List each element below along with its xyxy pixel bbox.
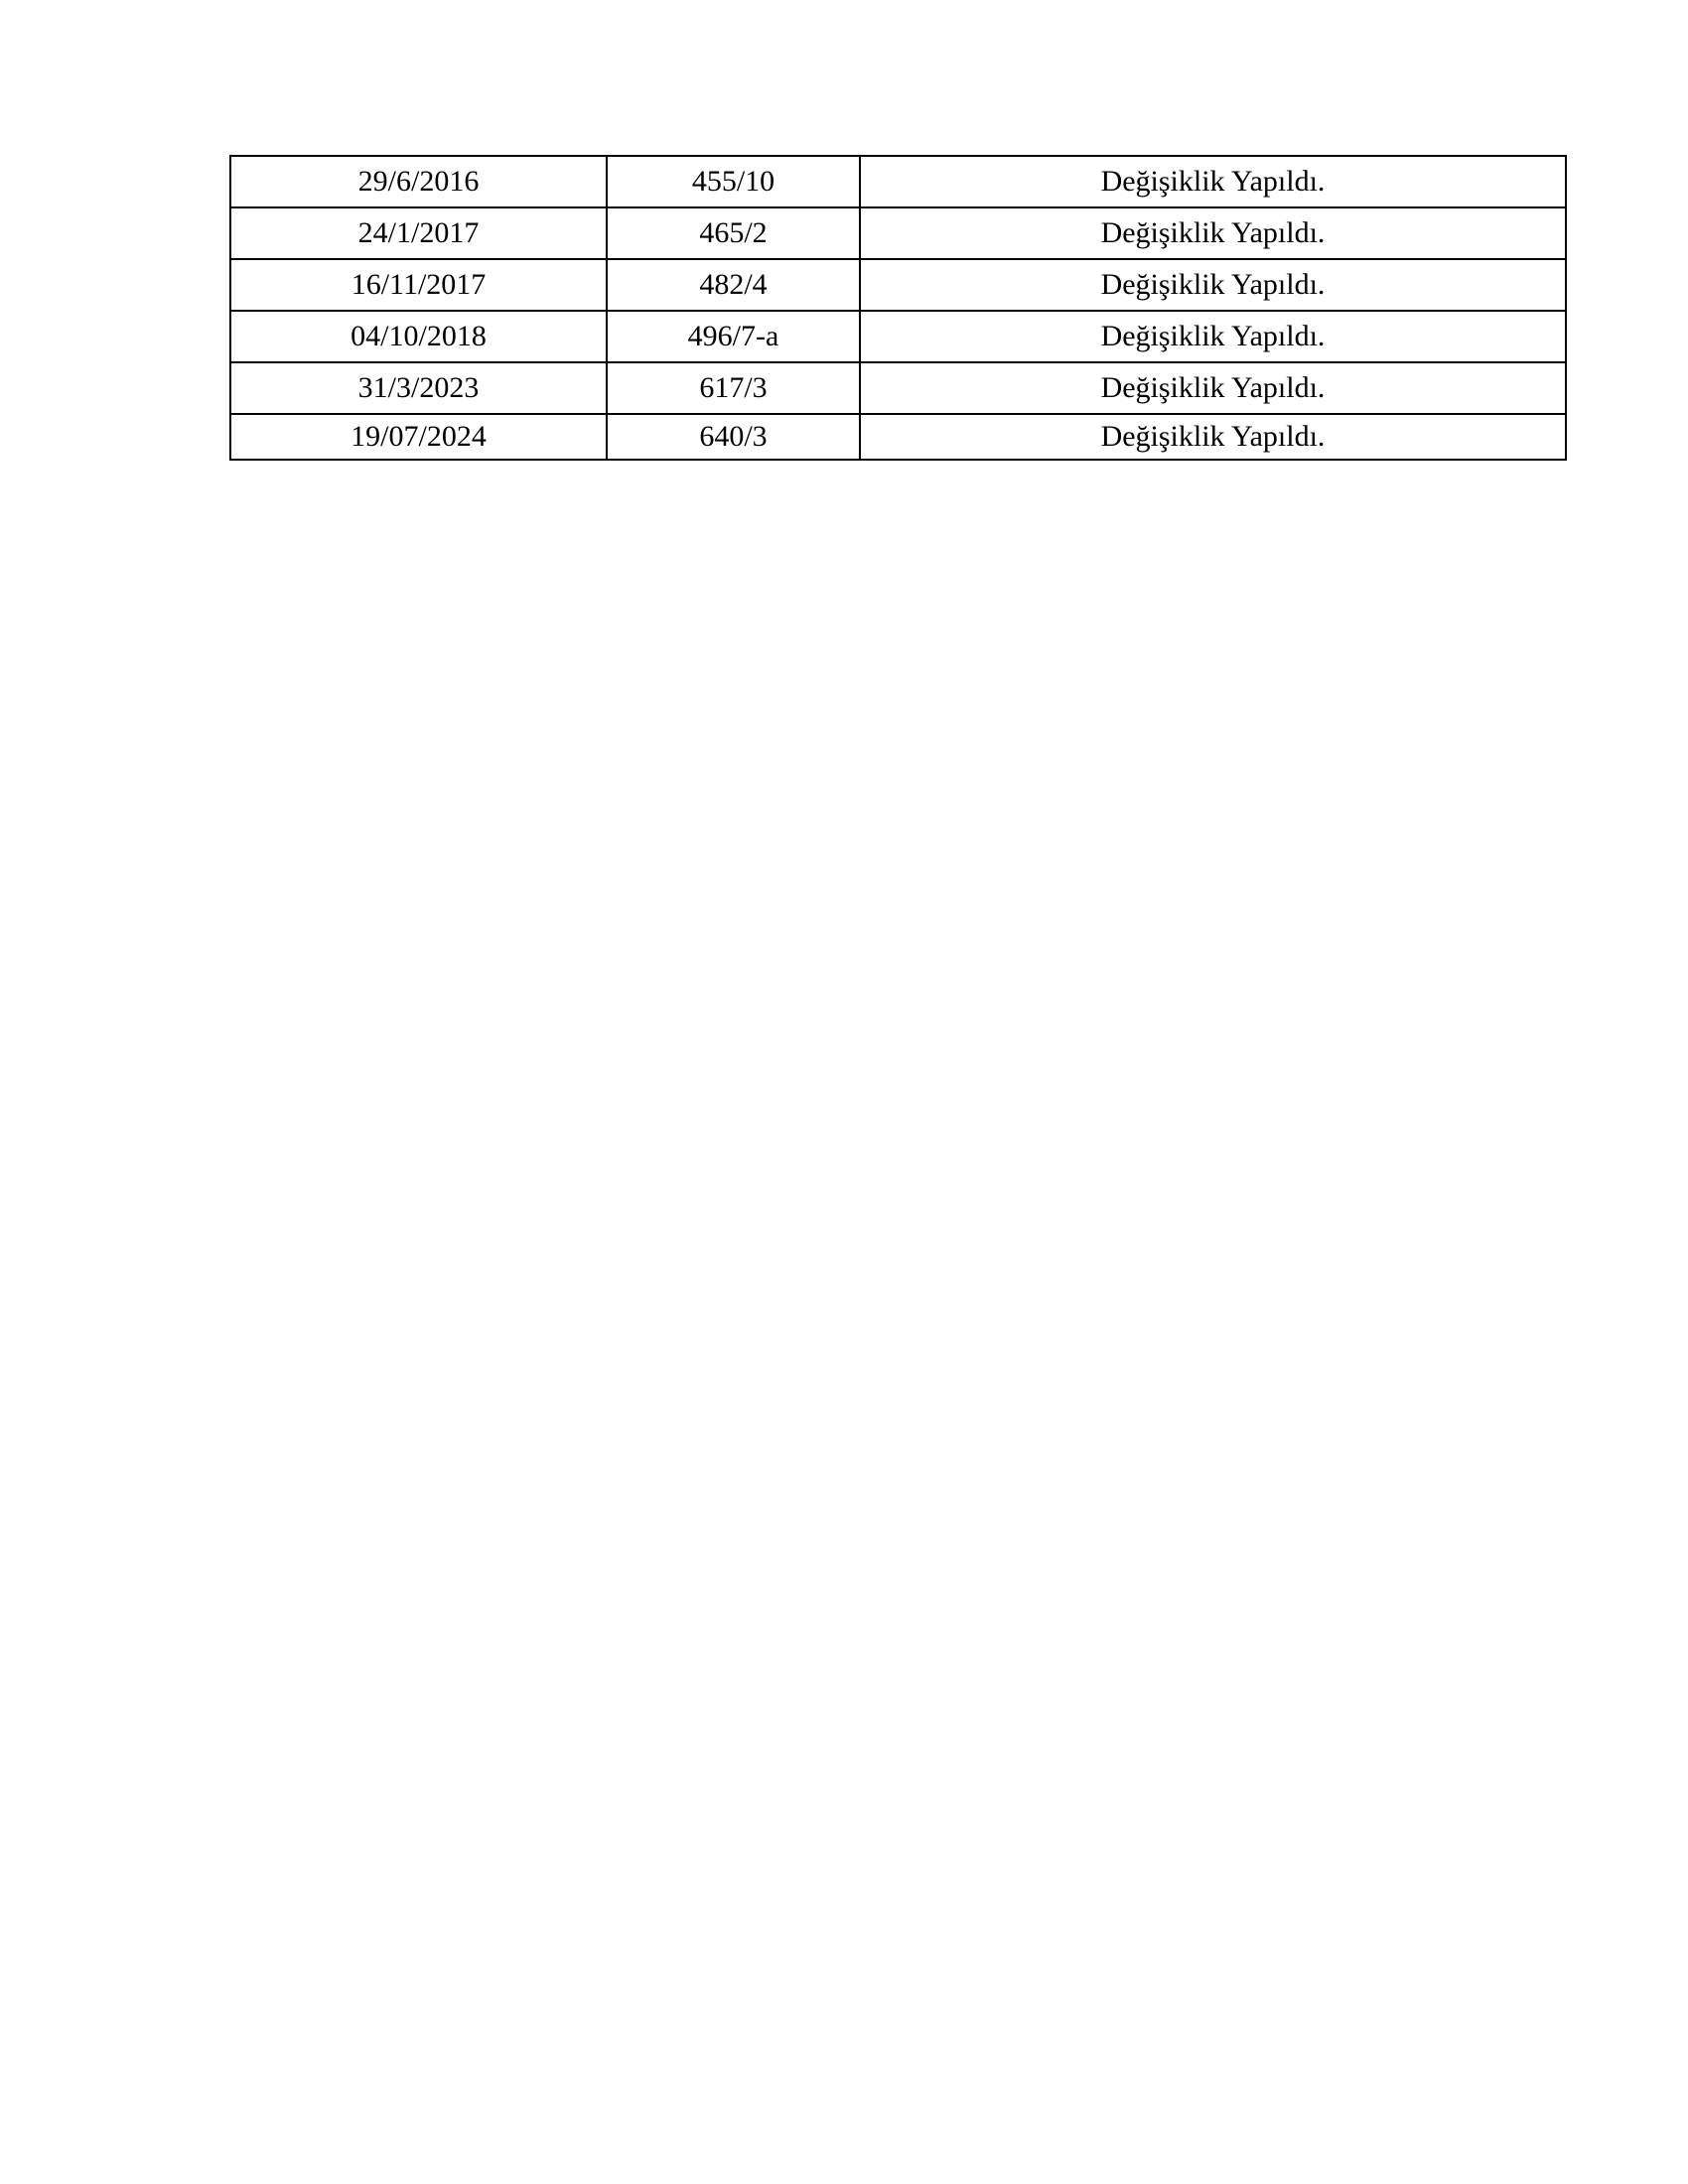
date-cell: 24/1/2017 <box>230 207 607 259</box>
amendments-table <box>229 155 1567 461</box>
table-row <box>230 259 1566 311</box>
decision-number-cell: 617/3 <box>607 362 860 414</box>
decision-number-cell: 465/2 <box>607 207 860 259</box>
description-cell: Değişiklik Yapıldı. <box>860 207 1566 259</box>
table-row <box>230 156 1566 207</box>
date-cell: 19/07/2024 <box>230 414 607 460</box>
date-cell: 31/3/2023 <box>230 362 607 414</box>
description-cell: Değişiklik Yapıldı. <box>860 362 1566 414</box>
table-row <box>230 207 1566 259</box>
table-row <box>230 311 1566 362</box>
date-cell: 29/6/2016 <box>230 156 607 207</box>
description-cell: Değişiklik Yapıldı. <box>860 156 1566 207</box>
date-cell: 04/10/2018 <box>230 311 607 362</box>
date-cell: 16/11/2017 <box>230 259 607 311</box>
decision-number-cell: 455/10 <box>607 156 860 207</box>
description-cell: Değişiklik Yapıldı. <box>860 259 1566 311</box>
decision-number-cell: 640/3 <box>607 414 860 460</box>
table-row <box>230 414 1566 460</box>
description-cell: Değişiklik Yapıldı. <box>860 311 1566 362</box>
decision-number-cell: 496/7-a <box>607 311 860 362</box>
description-cell: Değişiklik Yapıldı. <box>860 414 1566 460</box>
table-row <box>230 362 1566 414</box>
decision-number-cell: 482/4 <box>607 259 860 311</box>
